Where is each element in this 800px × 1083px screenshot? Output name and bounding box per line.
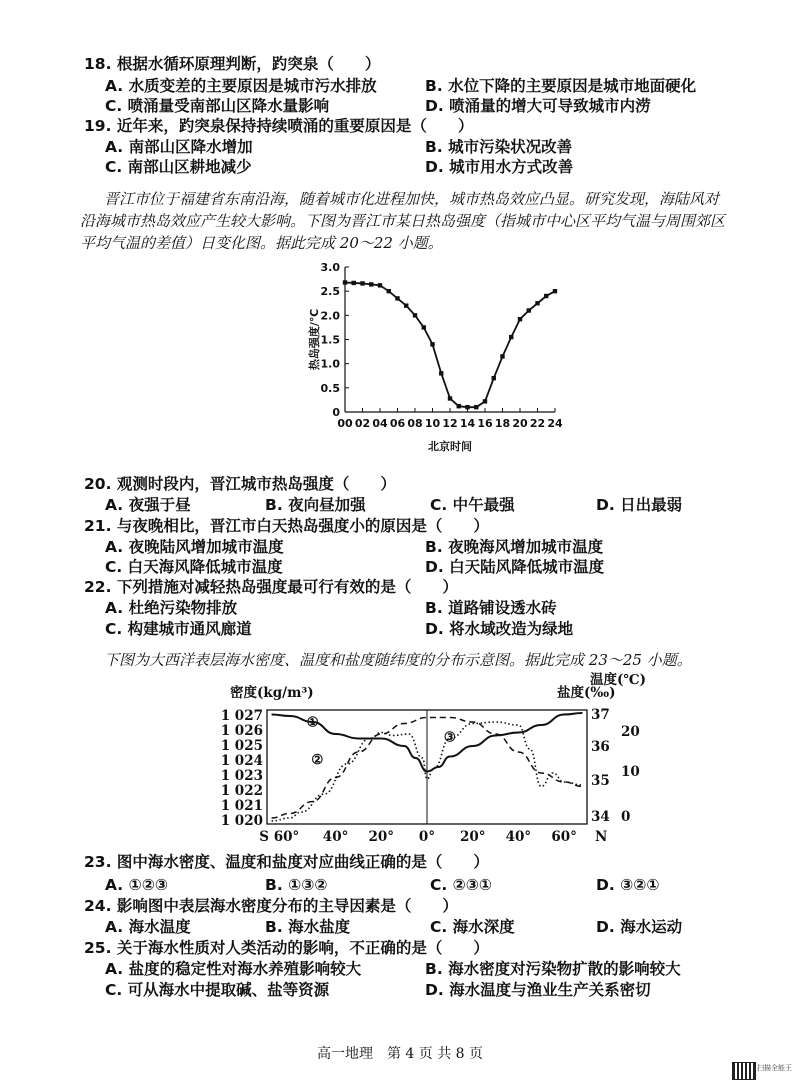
series-label-1: ① (306, 714, 319, 731)
data-point (430, 342, 434, 346)
q25-option-b[interactable]: B. 海水密度对污染物扩散的影响较大 (425, 960, 681, 978)
data-point (500, 354, 504, 358)
salinity-tick-label: 34 (591, 809, 610, 825)
y-tick-label: 0.5 (320, 381, 340, 395)
q19-stem: 19. 近年来，趵突泉保持持续喷涌的重要原因是（ ） (84, 117, 474, 135)
latitude-tick-label: 40° (322, 829, 349, 845)
intro-paragraph-2: 下图为大西洋表层海水密度、温度和盐度随纬度的分布示意图。据此完成 23～25 小题。 (104, 651, 692, 669)
data-point (413, 313, 417, 317)
y-tick-label: 2.0 (320, 309, 340, 323)
x-tick-label: 10 (424, 417, 441, 430)
temperature-tick-label: 0 (621, 809, 631, 825)
intro-line: 晋江市位于福建省东南沿海，随着城市化进程加快，城市热岛效应凸显。研究发现，海陆风对 (104, 190, 720, 208)
x-tick-label: 20 (512, 417, 528, 430)
q25-option-a[interactable]: A. 盐度的稳定性对海水养殖影响较大 (105, 960, 362, 978)
data-point (360, 281, 364, 285)
data-point (352, 281, 356, 285)
density-axis-label: 密度(kg/m³) (230, 685, 314, 701)
x-tick-label: 24 (547, 417, 563, 430)
intro-paragraph-1 (80, 188, 750, 254)
q22-option-b[interactable]: B. 道路铺设透水砖 (425, 599, 557, 617)
latitude-tick-label: 60° (551, 829, 577, 845)
data-point (535, 301, 539, 305)
latitude-tick-label: 40° (505, 829, 532, 845)
salinity-tick-label: 37 (591, 707, 610, 723)
data-point (439, 371, 443, 375)
q24-option-c[interactable]: C. 海水深度 (430, 918, 515, 936)
q23-option-c[interactable]: C. ②③① (430, 876, 493, 894)
data-point (343, 280, 347, 284)
q23-stem: 23. 图中海水密度、温度和盐度对应曲线正确的是（ ） (84, 853, 489, 871)
x-tick-label: 04 (372, 417, 388, 430)
x-axis-title: 北京时间 (428, 440, 472, 453)
density-tick-label: 1 026 (220, 723, 263, 739)
q21-option-b[interactable]: B. 夜晚海风增加城市温度 (425, 538, 604, 556)
q20-stem: 20. 观测时段内，晋江城市热岛强度（ ） (84, 475, 396, 493)
q18-option-a[interactable]: A. 水质变差的主要原因是城市污水排放 (105, 77, 377, 95)
data-point (378, 283, 382, 287)
q25-stem: 25. 关于海水性质对人类活动的影响，不正确的是（ ） (84, 939, 489, 957)
data-point (457, 404, 461, 408)
page-footer: 高一地理 第 4 页 共 8 页 (316, 1046, 484, 1062)
data-point (369, 282, 373, 286)
x-tick-label: 14 (459, 417, 476, 430)
data-point (492, 376, 496, 380)
data-point (448, 396, 452, 400)
x-tick-label: 02 (354, 417, 371, 430)
q20-option-a[interactable]: A. 夜强于昼 (105, 496, 191, 514)
heat-island-line (345, 282, 555, 407)
salinity-tick-label: 36 (591, 739, 610, 755)
q19-option-d[interactable]: D. 城市用水方式改善 (425, 158, 574, 176)
salinity-axis-label: 盐度(‰) (557, 685, 616, 701)
y-axis-title: 热岛强度/℃ (308, 308, 321, 371)
heat-island-chart (290, 255, 590, 460)
latitude-tick-label: 0° (418, 829, 436, 845)
latitude-tick-label: 20° (459, 829, 486, 845)
q23-option-d[interactable]: D. ③②① (596, 876, 660, 894)
q18-stem: 18. 根据水循环原理判断，趵突泉（ ） (84, 55, 381, 73)
data-point (544, 294, 548, 298)
q24-stem: 24. 影响图中表层海水密度分布的主导因素是（ ） (84, 897, 458, 915)
latitude-tick-label: 20° (368, 829, 395, 845)
data-point (527, 308, 531, 312)
x-tick-label: 22 (529, 417, 546, 430)
data-point (474, 405, 478, 409)
series-label-3: ③ (443, 729, 456, 746)
latitude-tick-label: S 60° (259, 829, 300, 845)
q18-option-c[interactable]: C. 喷涌量受南部山区降水量影响 (105, 97, 330, 115)
intro-line: 平均气温的差值）日变化图。据此完成 20～22 小题。 (80, 234, 443, 252)
data-point (509, 335, 513, 339)
data-point (404, 303, 408, 307)
q22-option-a[interactable]: A. 杜绝污染物排放 (105, 599, 238, 617)
q24-option-d[interactable]: D. 海水运动 (596, 918, 683, 936)
temperature-tick-label: 20 (621, 724, 640, 740)
density-tick-label: 1 025 (220, 738, 263, 754)
q20-option-b[interactable]: B. 夜向昼加强 (265, 496, 366, 514)
data-point (553, 289, 557, 293)
q23-option-a[interactable]: A. ①②③ (105, 876, 168, 894)
data-point (395, 296, 399, 300)
q21-stem: 21. 与夜晚相比，晋江市白天热岛强度小的原因是（ ） (84, 517, 489, 535)
scanner-watermark: 扫描全能王 (757, 1064, 792, 1072)
q20-option-c[interactable]: C. 中午最强 (430, 496, 515, 514)
q22-stem: 22. 下列措施对减轻热岛强度最可行有效的是（ ） (84, 578, 458, 596)
density-tick-label: 1 023 (220, 768, 263, 784)
x-tick-label: 16 (477, 417, 493, 430)
q20-option-d[interactable]: D. 日出最弱 (596, 496, 683, 514)
y-tick-label: 1.0 (320, 357, 340, 371)
temperature-axis-label: 温度(℃) (590, 672, 646, 688)
data-point (483, 399, 487, 403)
density-tick-label: 1 021 (220, 798, 263, 814)
data-point (422, 325, 426, 329)
q21-option-c[interactable]: C. 白天海风降低城市温度 (105, 558, 283, 576)
q21-option-a[interactable]: A. 夜晚陆风增加城市温度 (105, 538, 284, 556)
data-point (518, 317, 522, 321)
x-tick-label: 18 (494, 417, 511, 430)
north-label: N (595, 829, 608, 845)
q19-option-c[interactable]: C. 南部山区耕地减少 (105, 158, 252, 176)
y-tick-label: 1.5 (320, 333, 340, 347)
qr-code-icon (732, 1062, 756, 1080)
y-tick-label: 3.0 (320, 261, 340, 274)
y-tick-label: 2.5 (320, 285, 340, 299)
x-tick-label: 12 (442, 417, 458, 430)
q25-option-c[interactable]: C. 可从海水中提取碱、盐等资源 (105, 981, 330, 999)
temperature-tick-label: 10 (621, 764, 640, 780)
q19-option-a[interactable]: A. 南部山区降水增加 (105, 138, 253, 156)
q22-option-d[interactable]: D. 将水域改造为绿地 (425, 620, 574, 638)
q24-option-a[interactable]: A. 海水温度 (105, 918, 191, 936)
x-tick-label: 00 (337, 417, 353, 430)
density-tick-label: 1 024 (220, 753, 263, 769)
q18-option-b[interactable]: B. 水位下降的主要原因是城市地面硬化 (425, 77, 697, 95)
q23-option-b[interactable]: B. ①③② (265, 876, 328, 894)
atlantic-properties-chart (215, 672, 646, 848)
intro-line: 沿海城市热岛效应产生较大影响。下图为晋江市某日热岛强度（指城市中心区平均气温与周围郊区 (80, 212, 726, 230)
q21-option-d[interactable]: D. 白天陆风降低城市温度 (425, 558, 605, 576)
data-point (387, 289, 391, 293)
x-tick-label: 06 (389, 417, 406, 430)
q19-option-b[interactable]: B. 城市污染状况改善 (425, 138, 573, 156)
density-tick-label: 1 027 (220, 708, 263, 724)
q24-option-b[interactable]: B. 海水盐度 (265, 918, 351, 936)
series-label-2: ② (311, 752, 324, 768)
density-tick-label: 1 022 (220, 783, 263, 799)
salinity-tick-label: 35 (591, 773, 610, 789)
q18-option-d[interactable]: D. 喷涌量的增大可导致城市内涝 (425, 97, 651, 115)
q22-option-c[interactable]: C. 构建城市通风廊道 (105, 620, 252, 638)
density-tick-label: 1 020 (220, 813, 263, 829)
y-tick-label: 0 (332, 406, 340, 419)
data-point (465, 405, 469, 409)
q25-option-d[interactable]: D. 海水温度与渔业生产关系密切 (425, 981, 651, 999)
x-tick-label: 08 (407, 417, 423, 430)
